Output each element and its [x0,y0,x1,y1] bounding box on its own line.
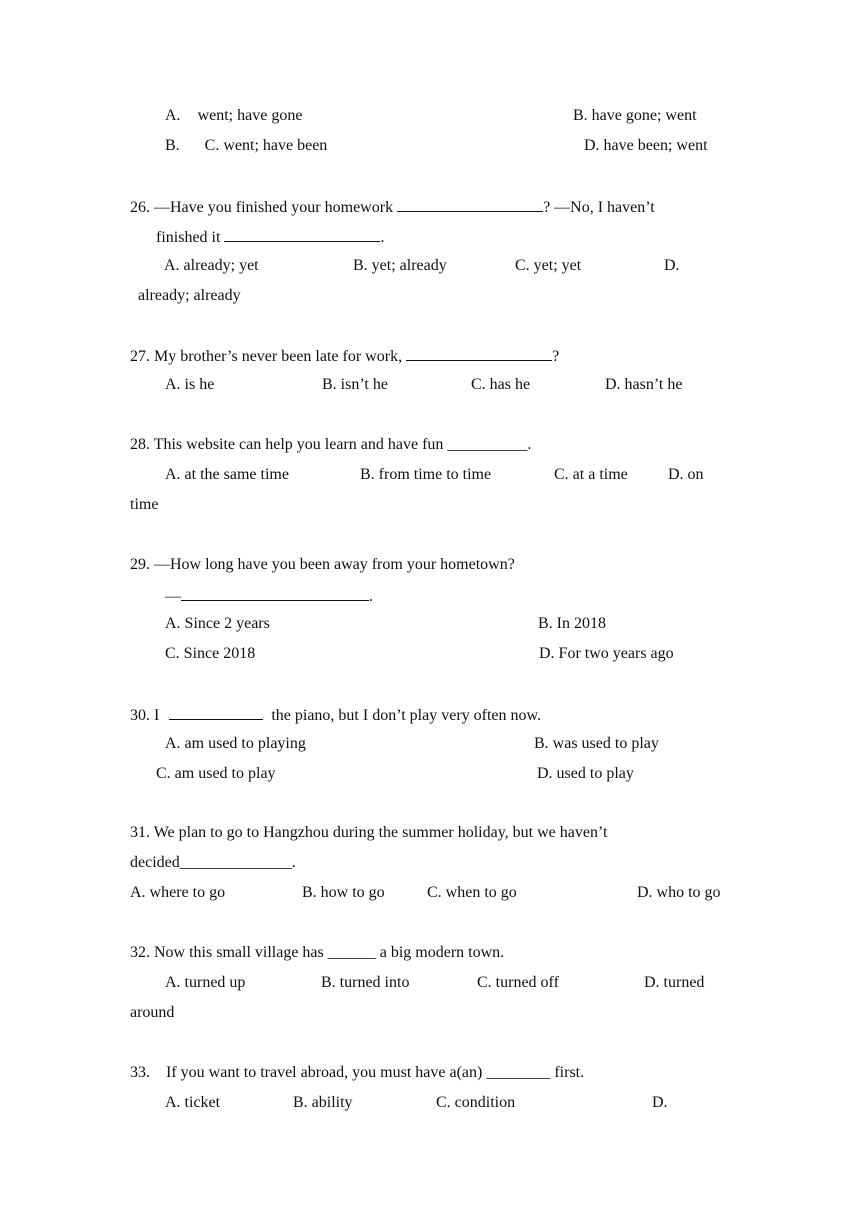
q33-option-d: D. [652,1094,668,1111]
q26-option-b: B. yet; already [353,257,447,274]
q32-stem: 32. Now this small village has ______ a big modern town. [130,944,505,961]
stem-text: ? [552,348,560,365]
answer-period: . [369,588,373,605]
q33-option-b: B. ability [293,1094,353,1111]
q33-stem: 33. If you want to travel abroad, you must have a(an) ________ first. [130,1064,585,1081]
stem-text: ? —No, I haven’t [543,199,655,216]
q25-option-a [165,106,302,126]
q25-option-d: D. have been; went [584,137,708,154]
q32-option-d: D. turned [644,974,705,991]
q32-option-b: B. turned into [321,974,410,991]
q26-stem-line1 [130,196,655,218]
option-letter: B. [165,137,180,154]
q33-option-c: C. condition [436,1094,516,1111]
q30-option-a: A. am used to playing [165,735,306,752]
stem-text: . [380,229,385,246]
q28-option-c: C. at a time [554,466,628,483]
answer-blank [181,585,369,601]
q31-option-a: A. where to go [130,884,226,901]
q30-option-d: D. used to play [537,765,634,782]
q29-stem: 29. —How long have you been away from your hometown? [130,556,515,573]
q28-option-d: D. on [668,466,704,483]
q29-option-c: C. Since 2018 [165,645,256,662]
option-text: went; have gone [197,107,303,124]
q30-stem [130,704,541,726]
q27-option-c: C. has he [471,376,531,393]
q29-option-d: D. For two years ago [539,645,674,662]
q28-option-d-continued: time [130,496,159,513]
q29-answer-line [165,585,373,607]
q31-option-c: C. when to go [427,884,517,901]
option-text: C. went; have been [204,137,328,154]
q27-option-a: A. is he [165,376,215,393]
stem-text: the piano, but I don’t play very often now. [267,707,542,724]
q25-option-b: B. have gone; went [573,107,697,124]
answer-blank [224,226,380,242]
q27-option-d: D. hasn’t he [605,376,683,393]
stem-text: 27. My brother’s never been late for work, [130,348,407,365]
q27-stem [130,345,559,367]
q26-option-c: C. yet; yet [515,257,582,274]
q29-option-b: B. In 2018 [538,615,606,632]
q28-stem: 28. This website can help you learn and have fun __________. [130,436,532,453]
answer-blank [397,196,543,212]
answer-blank [169,704,263,720]
q32-option-d-continued: around [130,1004,175,1021]
q26-option-a: A. already; yet [164,257,259,274]
q25-option-b-c [165,136,327,156]
answer-dash: — [165,588,181,605]
q31-stem-line2: decided______________. [130,854,296,871]
q33-option-a: A. ticket [165,1094,221,1111]
q30-option-c: C. am used to play [156,765,276,782]
stem-text: 26. —Have you finished your homework [130,199,398,216]
q26-stem-line2 [156,226,384,248]
stem-text: 30. I [130,707,164,724]
q32-option-a: A. turned up [165,974,246,991]
q27-option-b: B. isn’t he [322,376,388,393]
q32-option-c: C. turned off [477,974,559,991]
option-letter: A. [165,107,181,124]
q26-option-d: D. [664,257,680,274]
q31-option-b: B. how to go [302,884,385,901]
q30-option-b: B. was used to play [534,735,659,752]
stem-text: finished it [156,229,225,246]
q28-option-a: A. at the same time [165,466,289,483]
q31-stem-line1: 31. We plan to go to Hangzhou during the summer holiday, but we haven’t [130,824,608,841]
q26-option-d-continued: already; already [138,287,241,304]
q31-option-d: D. who to go [637,884,721,901]
answer-blank [406,345,552,361]
q28-option-b: B. from time to time [360,466,492,483]
q29-option-a: A. Since 2 years [165,615,270,632]
